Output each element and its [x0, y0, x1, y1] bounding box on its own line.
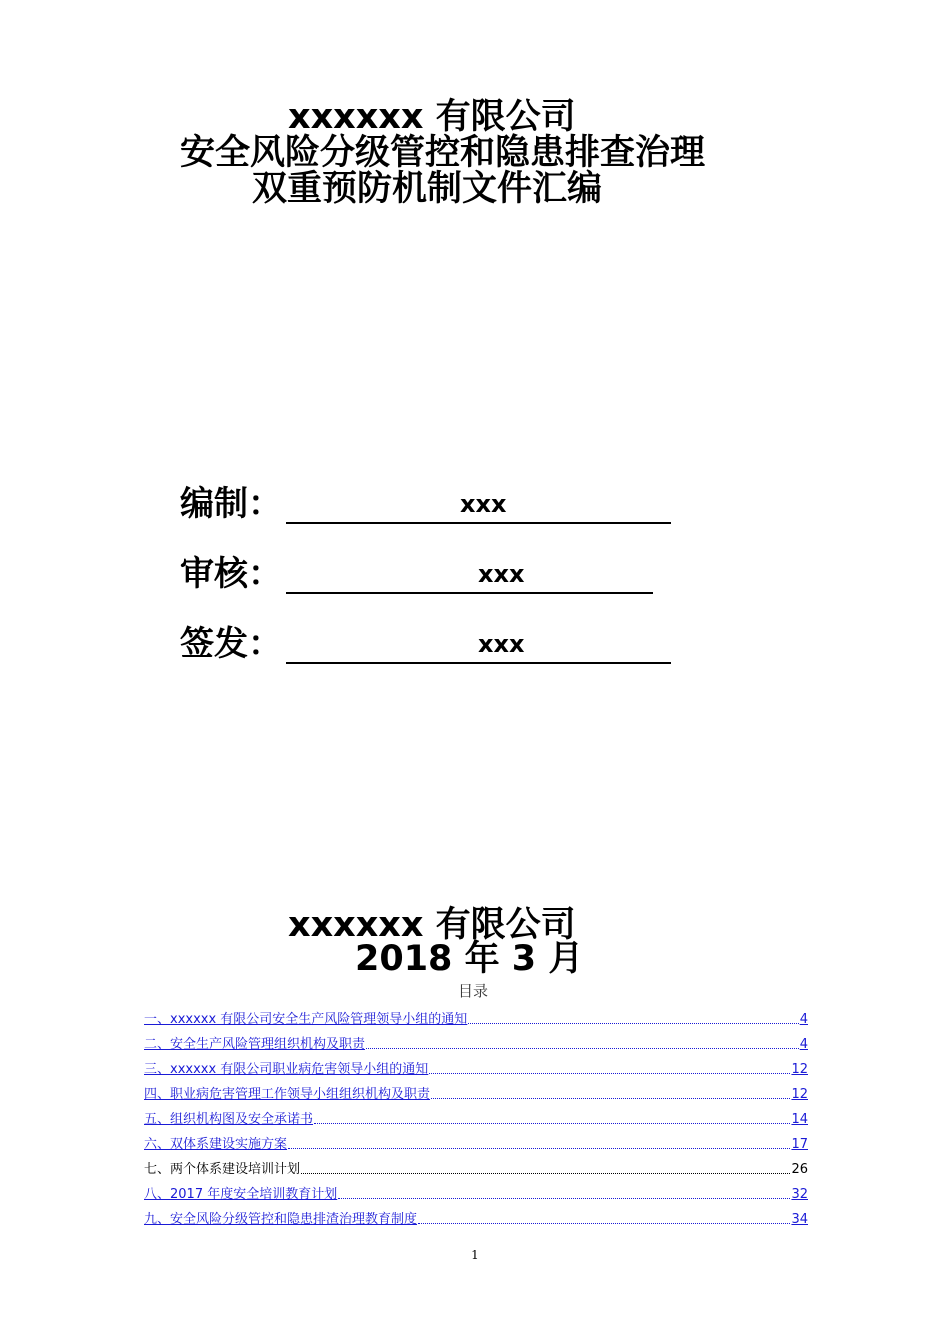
toc-entry-title[interactable]: xxxxxx 有限公司安全生产风险管理领导小组的通知	[170, 1012, 468, 1027]
signature-line	[286, 552, 653, 594]
footer-company: xxxxxx 有限公司	[288, 905, 576, 945]
footer-date: 2018 年 3 月	[355, 939, 584, 979]
toc-entry-title[interactable]: 安全风险分级管控和隐患排渣治理教育制度	[170, 1212, 418, 1227]
toc-entry-number: 五、	[144, 1112, 171, 1127]
signature-label: 签发：	[180, 624, 282, 664]
toc-entry-number: 九、	[144, 1212, 171, 1227]
toc-entry[interactable]	[144, 1178, 808, 1203]
toc-entry-page[interactable]: 12	[791, 1062, 808, 1077]
toc-entry[interactable]	[144, 1053, 808, 1078]
toc-dot-leader	[418, 1223, 790, 1224]
toc-entry-page[interactable]: 4	[799, 1037, 808, 1052]
toc-entry	[144, 1153, 808, 1178]
company-name: xxxxxx 有限公司	[288, 97, 576, 137]
toc-entry-number: 四、	[144, 1087, 171, 1102]
toc-dot-leader	[338, 1198, 790, 1199]
toc-entry-number: 六、	[144, 1137, 171, 1152]
toc-entry-page[interactable]: 4	[799, 1012, 808, 1027]
toc-dot-leader	[468, 1023, 798, 1024]
toc-entry[interactable]	[144, 1128, 808, 1153]
toc-entry-page[interactable]: 34	[791, 1212, 808, 1227]
toc-entry-title[interactable]: 2017 年度安全培训教育计划	[170, 1187, 338, 1202]
toc-entry[interactable]	[144, 1028, 808, 1053]
toc-dot-leader	[431, 1098, 790, 1099]
document-title-line1: 安全风险分级管控和隐患排查治理	[180, 133, 706, 173]
toc-entry[interactable]	[144, 1003, 808, 1028]
page-number: 1	[471, 1248, 479, 1262]
toc-dot-leader	[314, 1123, 790, 1124]
toc-dot-leader	[288, 1148, 790, 1149]
toc-entry-page[interactable]: 14	[791, 1112, 808, 1127]
toc-entry-page[interactable]: 32	[791, 1187, 808, 1202]
signature-value: xxx	[478, 630, 525, 658]
toc-entry-title: 两个体系建设培训计划	[170, 1162, 301, 1177]
toc-entry[interactable]	[144, 1203, 808, 1228]
signature-value: xxx	[460, 490, 507, 518]
document-title-line2: 双重预防机制文件汇编	[252, 169, 603, 209]
signature-label: 编制：	[180, 484, 282, 524]
signature-value: xxx	[478, 560, 525, 588]
toc-entry-page[interactable]: 12	[791, 1087, 808, 1102]
table-of-contents	[144, 1003, 808, 1228]
toc-entry-number: 二、	[144, 1037, 171, 1052]
toc-entry-page: 26	[791, 1162, 808, 1177]
toc-entry-title[interactable]: 组织机构图及安全承诺书	[170, 1112, 314, 1127]
toc-dot-leader	[366, 1048, 799, 1049]
toc-entry[interactable]	[144, 1078, 808, 1103]
toc-entry-title[interactable]: 职业病危害管理工作领导小组组织机构及职责	[170, 1087, 431, 1102]
toc-entry[interactable]	[144, 1103, 808, 1128]
toc-entry-number: 一、	[144, 1012, 171, 1027]
toc-entry-number: 七、	[144, 1162, 171, 1177]
toc-entry-page[interactable]: 17	[791, 1137, 808, 1152]
toc-entry-number: 三、	[144, 1062, 171, 1077]
toc-entry-title[interactable]: xxxxxx 有限公司职业病危害领导小组的通知	[170, 1062, 429, 1077]
toc-entry-title[interactable]: 安全生产风险管理组织机构及职责	[170, 1037, 366, 1052]
toc-entry-title[interactable]: 双体系建设实施方案	[170, 1137, 288, 1152]
toc-heading: 目录	[458, 982, 489, 1000]
toc-entry-number: 八、	[144, 1187, 171, 1202]
signature-label: 审核：	[180, 554, 282, 594]
toc-dot-leader	[429, 1073, 790, 1074]
toc-dot-leader	[301, 1173, 790, 1174]
